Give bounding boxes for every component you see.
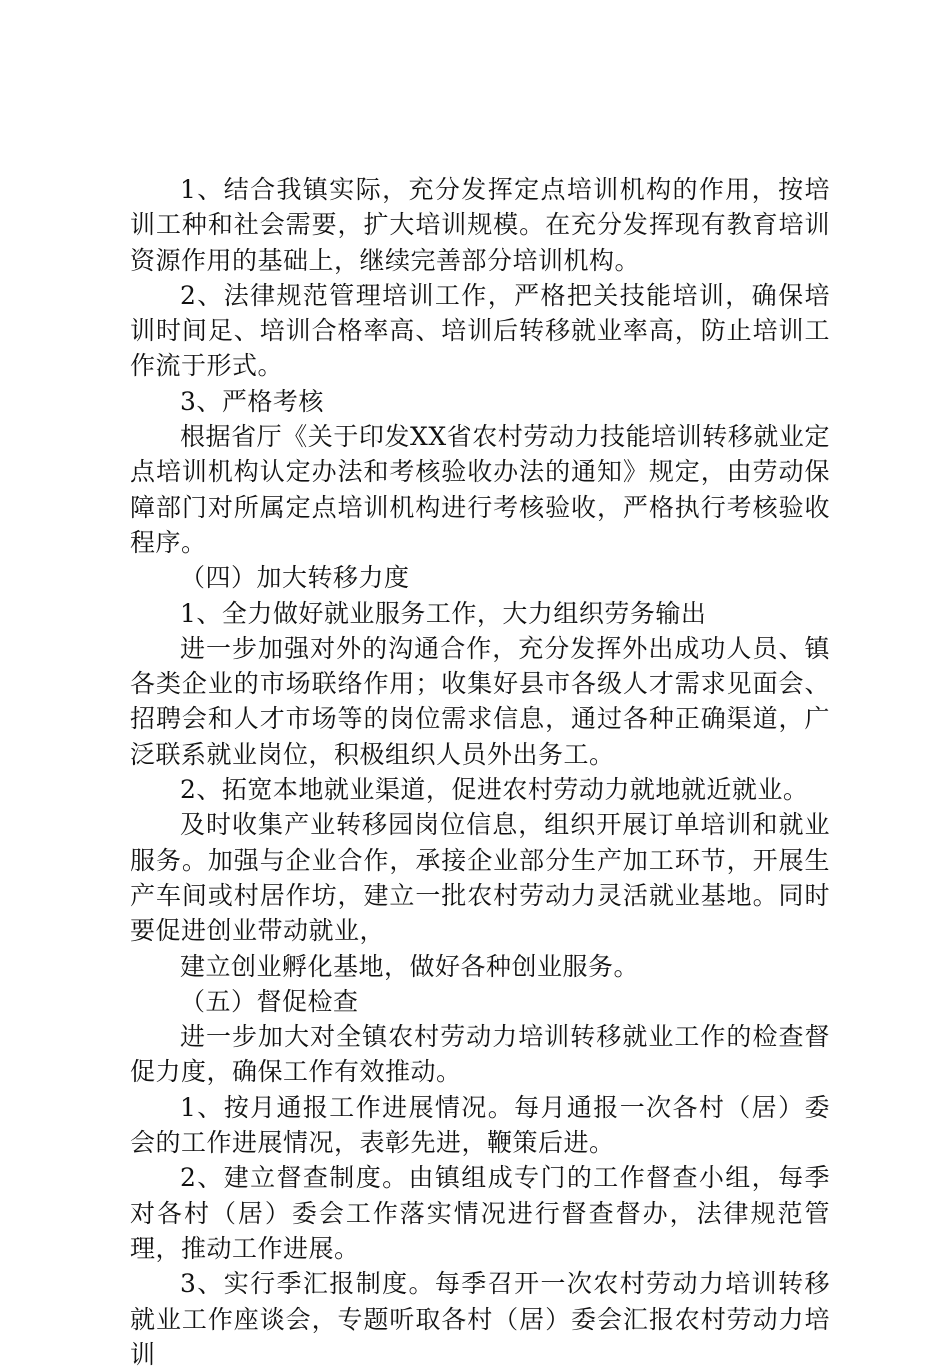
paragraph-14: 2、建立督查制度。由镇组成专门的工作督查小组，每季对各村（居）委会工作落实情况进行督查督办，法律规范管理，推动工作进展。: [130, 1163, 830, 1263]
document-body: [130, 172, 830, 1372]
subheading-employment-service: 1、全力做好就业服务工作，大力组织劳务输出: [180, 598, 707, 628]
heading-3-strict-assessment: 3、严格考核: [180, 386, 324, 416]
paragraph-10: 建立创业孵化基地，做好各种创业服务。: [180, 951, 640, 981]
paragraph-15: 3、实行季汇报制度。每季召开一次农村劳动力培训转移就业工作座谈会，专题听取各村（居）委会汇报农村劳动力培训: [130, 1269, 830, 1369]
paragraph-2: 2、法律规范管理培训工作，严格把关技能培训，确保培训时间足、培训合格率高、培训后转移就业率高，防止培训工作流于形式。: [130, 280, 830, 381]
paragraph-1: 1、结合我镇实际，充分发挥定点培训机构的作用，按培训工种和社会需要，扩大培训规模。在充分发挥现有教育培训资源作用的基础上，继续完善部分培训机构。: [130, 175, 830, 275]
section-heading-5: （五）督促检查: [180, 986, 359, 1016]
section-heading-4: （四）加大转移力度: [180, 563, 410, 593]
paragraph-13: 1、按月通报工作进展情况。每月通报一次各村（居）委会的工作进展情况，表彰先进，鞭策后进。: [130, 1092, 830, 1158]
paragraph-4: 根据省厅《关于印发XX省农村劳动力技能培训转移就业定点培训机构认定办法和考核验收办法的通知》规定，由劳动保障部门对所属定点培训机构进行考核验收，严格执行考核验收程序。: [130, 422, 830, 557]
paragraph-12: 进一步加大对全镇农村劳动力培训转移就业工作的检查督促力度，确保工作有效推动。: [130, 1022, 830, 1087]
subheading-local-employment: 2、拓宽本地就业渠道，促进农村劳动力就地就近就业。: [180, 775, 809, 805]
paragraph-9: 及时收集产业转移园岗位信息，组织开展订单培训和就业服务。加强与企业合作，承接企业部分生产加工环节，开展生产车间或村居作坊，建立一批农村劳动力灵活就业基地。同时要促进创业带动就业，: [130, 810, 830, 946]
paragraph-7: 进一步加强对外的沟通合作，充分发挥外出成功人员、镇各类企业的市场联络作用；收集好县市各级人才需求见面会、招聘会和人才市场等的岗位需求信息，通过各种正确渠道，广泛联系就业岗位，积极组织人员外出务工。: [130, 633, 830, 769]
